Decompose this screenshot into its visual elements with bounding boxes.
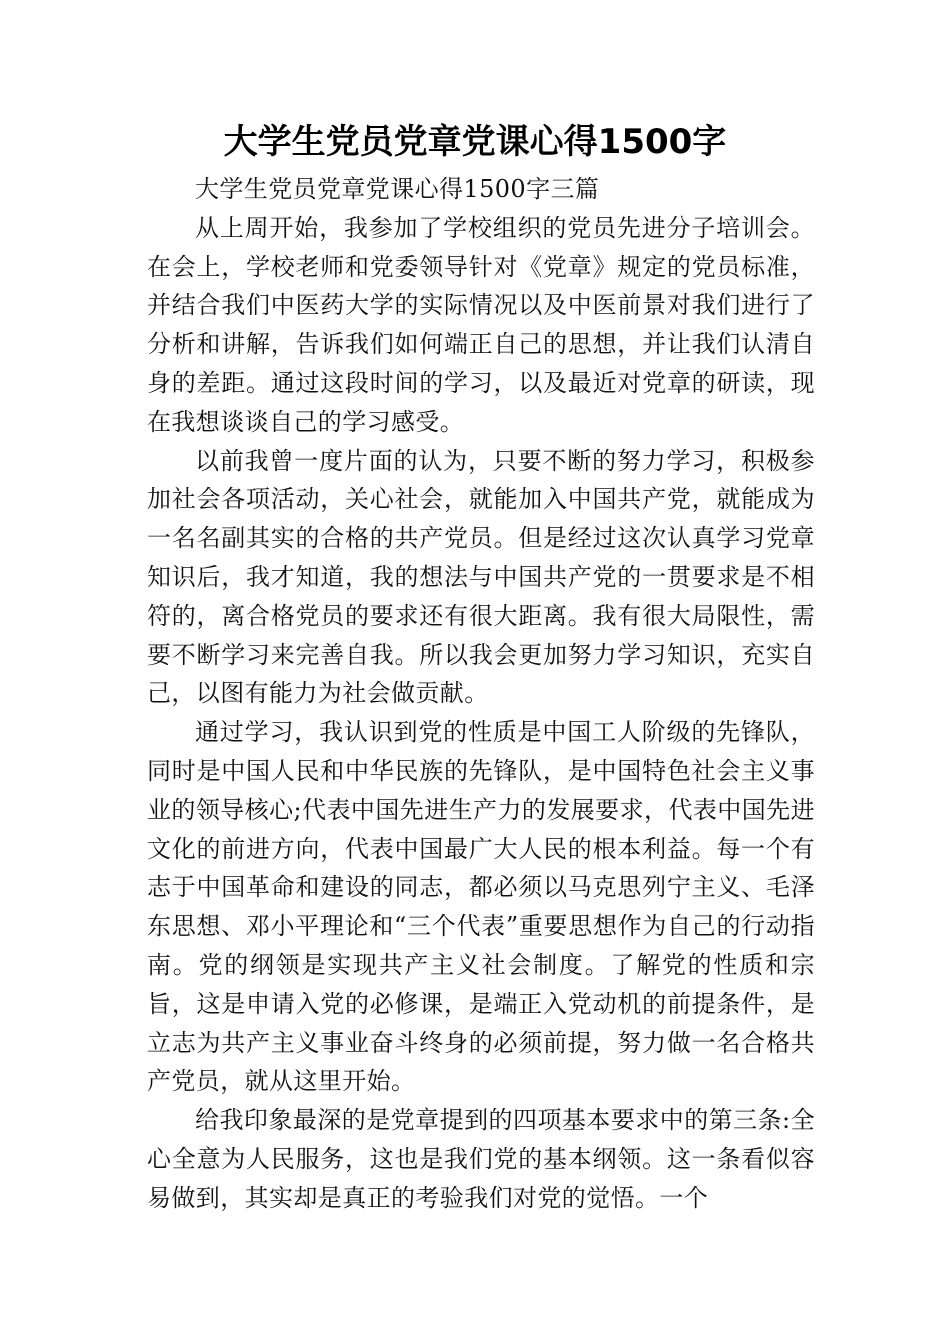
- paragraph-3: 通过学习，我认识到党的性质是中国工人阶级的先锋队，同时是中国人民和中华民族的先锋队，是中国特色社会主义事业的领导核心;代表中国先进生产力的发展要求，代表中国先进文化的前进方向，代表中国最广大人民的根本利益。每一个有志于中国革命和建设的同志，都必须以马克思列宁主义、毛泽东思想、邓小平理论和“三个代表”重要思想作为自己的行动指南。党的纲领是实现共产主义社会制度。了解党的性质和宗旨，这是申请入党的必修课，是端正入党动机的前提条件，是立志为共产主义事业奋斗终身的必须前提，努力做一名合格共产党员，就从这里开始。: [147, 718, 815, 1096]
- paragraph-4: 给我印象最深的是党章提到的四项基本要求中的第三条:全心全意为人民服务，这也是我们党的基本纲领。这一条看似容易做到，其实却是真正的考验我们对党的觉悟。一个: [147, 1106, 815, 1212]
- document-body: [147, 170, 815, 1218]
- paragraph-2: 以前我曾一度片面的认为，只要不断的努力学习，积极参加社会各项活动，关心社会，就能加入中国共产党，就能成为一名名副其实的合格的共产党员。但是经过这次认真学习党章知识后，我才知道，我的想法与中国共产党的一贯要求是不相符的，离合格党员的要求还有很大距离。我有很大局限性，需要不断学习来完善自我。所以我会更加努力学习知识，充实自己，以图有能力为社会做贡献。: [147, 446, 815, 708]
- document-subtitle: 大学生党员党章党课心得1500字三篇: [195, 175, 600, 203]
- document-title: 大学生党员党章党课心得1500字: [223, 122, 727, 162]
- paragraph-1: 从上周开始，我参加了学校组织的党员先进分子培训会。在会上，学校老师和党委领导针对《党章》规定的党员标准，并结合我们中医药大学的实际情况以及中医前景对我们进行了分析和讲解，告诉我们如何端正自己的思想，并让我们认清自身的差距。通过这段时间的学习，以及最近对党章的研读，现在我想谈谈自己的学习感受。: [147, 213, 815, 436]
